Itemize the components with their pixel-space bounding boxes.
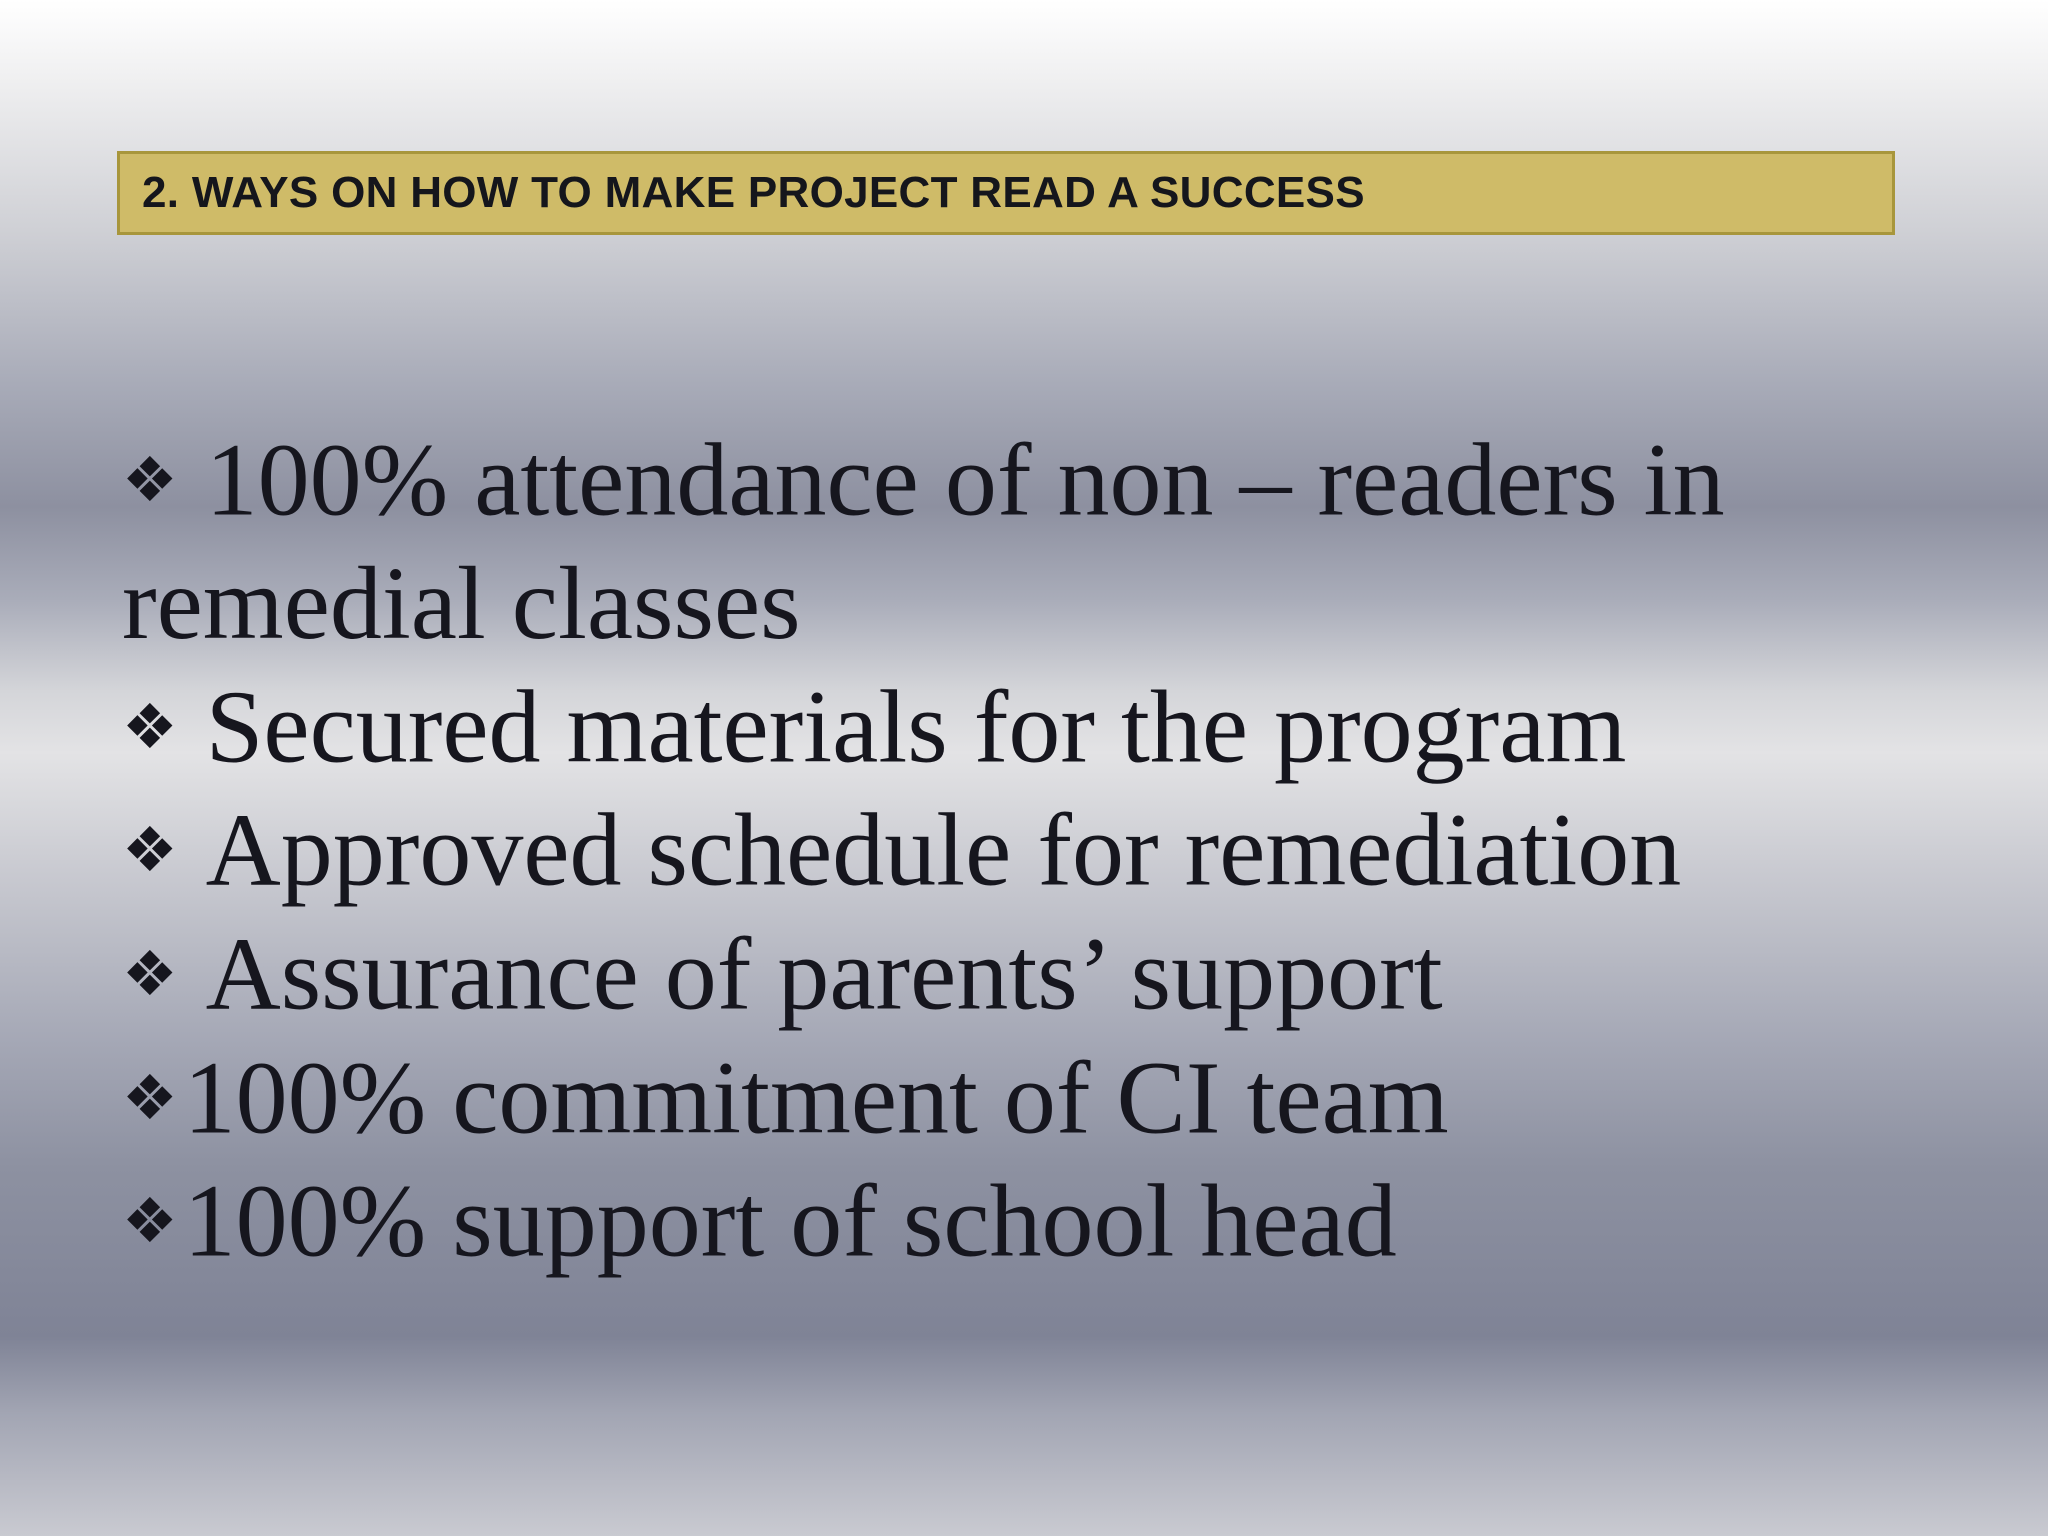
bullet-text: 100% commitment of CI team <box>183 1040 1449 1156</box>
bullet-item <box>122 1159 1922 1283</box>
bullet-item <box>122 912 1922 1036</box>
four-diamond-bullet-icon: ❖ <box>122 1184 178 1258</box>
four-diamond-bullet-icon: ❖ <box>122 813 178 887</box>
bullet-item <box>122 788 1922 912</box>
four-diamond-bullet-icon: ❖ <box>122 689 178 763</box>
bullet-item <box>122 418 1922 665</box>
bullet-item <box>122 1036 1922 1160</box>
four-diamond-bullet-icon: ❖ <box>122 936 178 1010</box>
four-diamond-bullet-icon: ❖ <box>122 443 178 516</box>
four-diamond-bullet-icon: ❖ <box>122 1060 178 1134</box>
bullet-list <box>122 418 1922 1283</box>
bullet-text: 100% support of school head <box>183 1163 1397 1279</box>
bullet-text: Assurance of parents’ support <box>205 916 1443 1032</box>
slide-title-bar <box>117 151 1895 235</box>
slide-title: 2. WAYS ON HOW TO MAKE PROJECT READ A SUCCESS <box>142 168 1365 217</box>
bullet-item <box>122 665 1922 789</box>
bullet-text: Approved schedule for remediation <box>205 792 1682 908</box>
bullet-text: 100% attendance of non – readers in remedial classes <box>122 422 1725 661</box>
bullet-text: Secured materials for the program <box>205 669 1627 785</box>
